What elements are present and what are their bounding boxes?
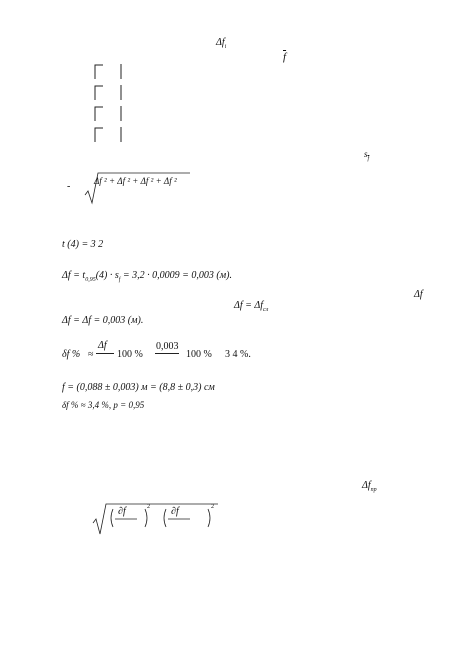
partial-power-2: 2	[211, 504, 214, 510]
rel-den2: 0,088	[156, 355, 179, 366]
partial-symbol-2: ∂f	[171, 506, 179, 517]
delta-f-np: $\Delta f_{пр}$	[362, 480, 377, 493]
rel-fraction-bar-2	[155, 353, 179, 354]
rel-approx: ≈	[88, 349, 94, 360]
dash-mark: -	[67, 181, 71, 192]
right-delta-f: Δf	[414, 289, 423, 300]
calc-line: $\Delta f = t_{0,95}(4) \cdot s_f = 3,2 \cdot 0,0009 = 0,003$ (м).	[62, 270, 232, 283]
s-f-bar: $s_{\overline{f}}$	[364, 149, 370, 162]
t-value-line: t (4) = 3 2	[62, 239, 104, 250]
final-result: f = (0,088 ± 0,003) м = (8,8 ± 0,3) см	[62, 382, 215, 393]
rel-pct1: 100 %	[117, 349, 143, 360]
final-relative-error: δf % ≈ 3,4 %, p = 0,95	[62, 400, 145, 410]
rel-fraction-bar-1	[96, 353, 114, 354]
bracket-4-left	[95, 128, 103, 142]
bracket-3-left	[95, 107, 103, 121]
rel-pct2: 100 %	[186, 349, 212, 360]
equation-003: Δf = Δf = 0,003 (м).	[62, 315, 144, 326]
rel-result: 3 4 %.	[225, 349, 251, 360]
rel-lhs: δf %	[62, 349, 81, 360]
partial-symbol-1: ∂f	[118, 506, 126, 517]
rel-num1: Δf	[98, 340, 107, 351]
mid-equation: $\Delta f = \Delta f_{сл}$	[234, 300, 269, 313]
rel-num2: 0,003	[156, 341, 179, 352]
delta-f-i: $\Delta f_i$	[216, 37, 227, 50]
rel-den1: f	[102, 355, 105, 366]
f-bar: $\overline{f}$	[283, 51, 287, 63]
bracket-1-left	[95, 65, 103, 79]
partial-power-1: 2	[147, 504, 150, 510]
sqrt-expression: Δf ² + Δf ² + Δf ² + Δf ²	[94, 176, 177, 186]
bracket-2-left	[95, 86, 103, 100]
